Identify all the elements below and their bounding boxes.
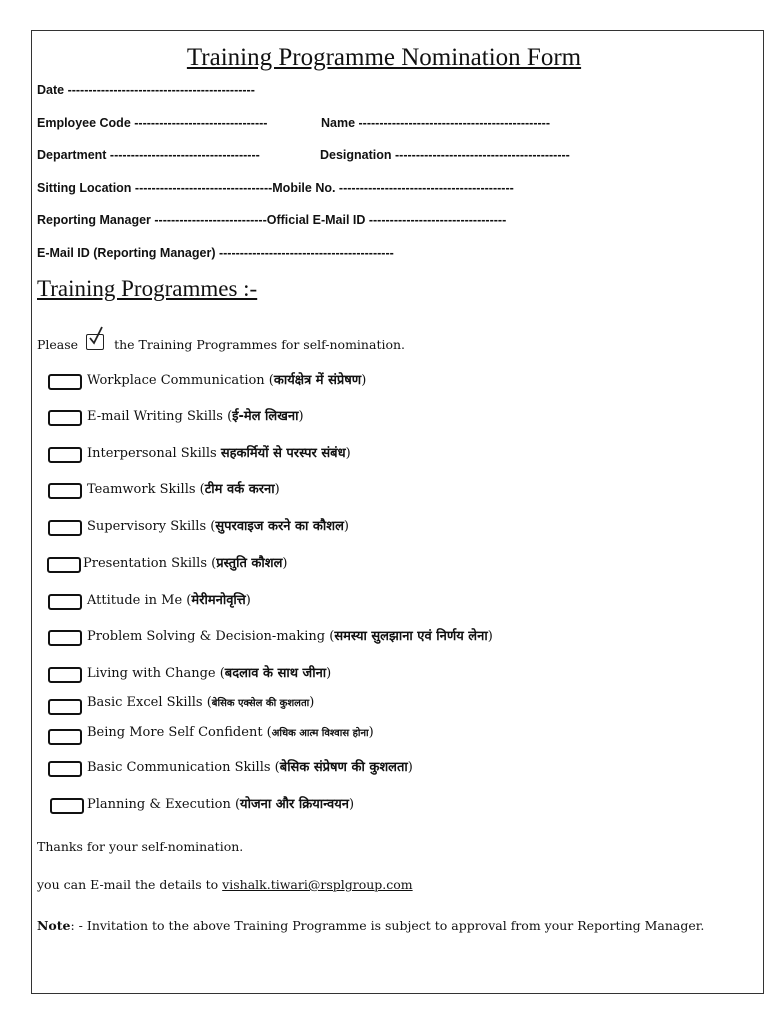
programme-checkbox[interactable] xyxy=(48,483,82,499)
note-label: Note xyxy=(37,918,71,933)
programme-checkbox[interactable] xyxy=(48,667,82,683)
sitting-location-mobile-field: Sitting Location ---------------------------------Mobile No. ------------------------------------------ xyxy=(37,181,514,195)
programme-label: Living with Change (बदलाव के साथ जीना) xyxy=(87,666,332,681)
programme-checkbox[interactable] xyxy=(48,374,82,390)
programme-checkbox[interactable] xyxy=(48,520,82,536)
department-field: Department ------------------------------------ xyxy=(37,148,260,162)
programme-label: Attitude in Me (मेरीमनोवृत्ति) xyxy=(87,593,251,608)
employee-code-field: Employee Code -------------------------------- xyxy=(37,116,268,130)
form-title: Training Programme Nomination Form xyxy=(186,44,582,71)
instruction-after: the Training Programmes for self-nomination. xyxy=(114,337,406,352)
instruction-before: Please xyxy=(37,337,79,352)
programme-label: Problem Solving & Decision-making (समस्या सुलझाना एवं निर्णय लेना) xyxy=(87,629,493,644)
programme-label: Planning & Execution (योजना और क्रियान्वयन) xyxy=(87,797,355,812)
programme-checkbox[interactable] xyxy=(48,594,82,610)
note-text: Note: - Invitation to the above Training Programme is subject to approval from your Reporting Manager. xyxy=(37,918,705,933)
programme-label: Workplace Communication (कार्यक्षेत्र में संप्रेषण) xyxy=(87,373,367,388)
programme-checkbox[interactable] xyxy=(48,410,82,426)
programme-label: E-mail Writing Skills (ई-मेल लिखना) xyxy=(87,409,304,424)
name-field: Name ---------------------------------------------- xyxy=(321,116,550,130)
programme-label: Basic Communication Skills (बेसिक संप्रेषण की कुशलता) xyxy=(87,760,413,775)
programme-label: Supervisory Skills (सुपरवाइज करने का कौशल) xyxy=(87,519,349,534)
programme-label: Presentation Skills (प्रस्तुति कौशल) xyxy=(83,556,288,571)
checkbox-tick-icon xyxy=(86,334,104,350)
programme-checkbox[interactable] xyxy=(48,729,82,745)
reporting-manager-email-field: Reporting Manager ---------------------------Official E-Mail ID --------------------------------- xyxy=(37,213,507,227)
thanks-text: Thanks for your self-nomination. xyxy=(37,839,244,854)
section-title: Training Programmes :- xyxy=(37,276,258,301)
programme-label: Teamwork Skills (टीम वर्क करना) xyxy=(87,482,280,497)
programme-checkbox[interactable] xyxy=(50,798,84,814)
designation-field: Designation ------------------------------------------ xyxy=(320,148,570,162)
instruction-line xyxy=(37,334,405,352)
programme-checkbox[interactable] xyxy=(48,447,82,463)
programme-checkbox[interactable] xyxy=(48,761,82,777)
programme-label: Being More Self Confident (अधिक आत्म विश्वास होना) xyxy=(87,725,374,740)
programme-label: Basic Excel Skills (बेसिक एक्सेल की कुशलता) xyxy=(87,695,315,710)
date-field: Date --------------------------------------------- xyxy=(37,83,255,97)
programme-label: Interpersonal Skills सहकर्मियों से परस्पर संबंध) xyxy=(87,446,351,461)
programme-checkbox[interactable] xyxy=(47,557,81,573)
programme-checkbox[interactable] xyxy=(48,630,82,646)
email-line: you can E-mail the details to vishalk.tiwari@rsplgroup.com xyxy=(37,877,413,892)
programme-checkbox[interactable] xyxy=(48,699,82,715)
reporting-manager-email-id-field: E-Mail ID (Reporting Manager) ------------------------------------------ xyxy=(37,246,394,260)
contact-email-link[interactable]: vishalk.tiwari@rsplgroup.com xyxy=(222,877,413,892)
